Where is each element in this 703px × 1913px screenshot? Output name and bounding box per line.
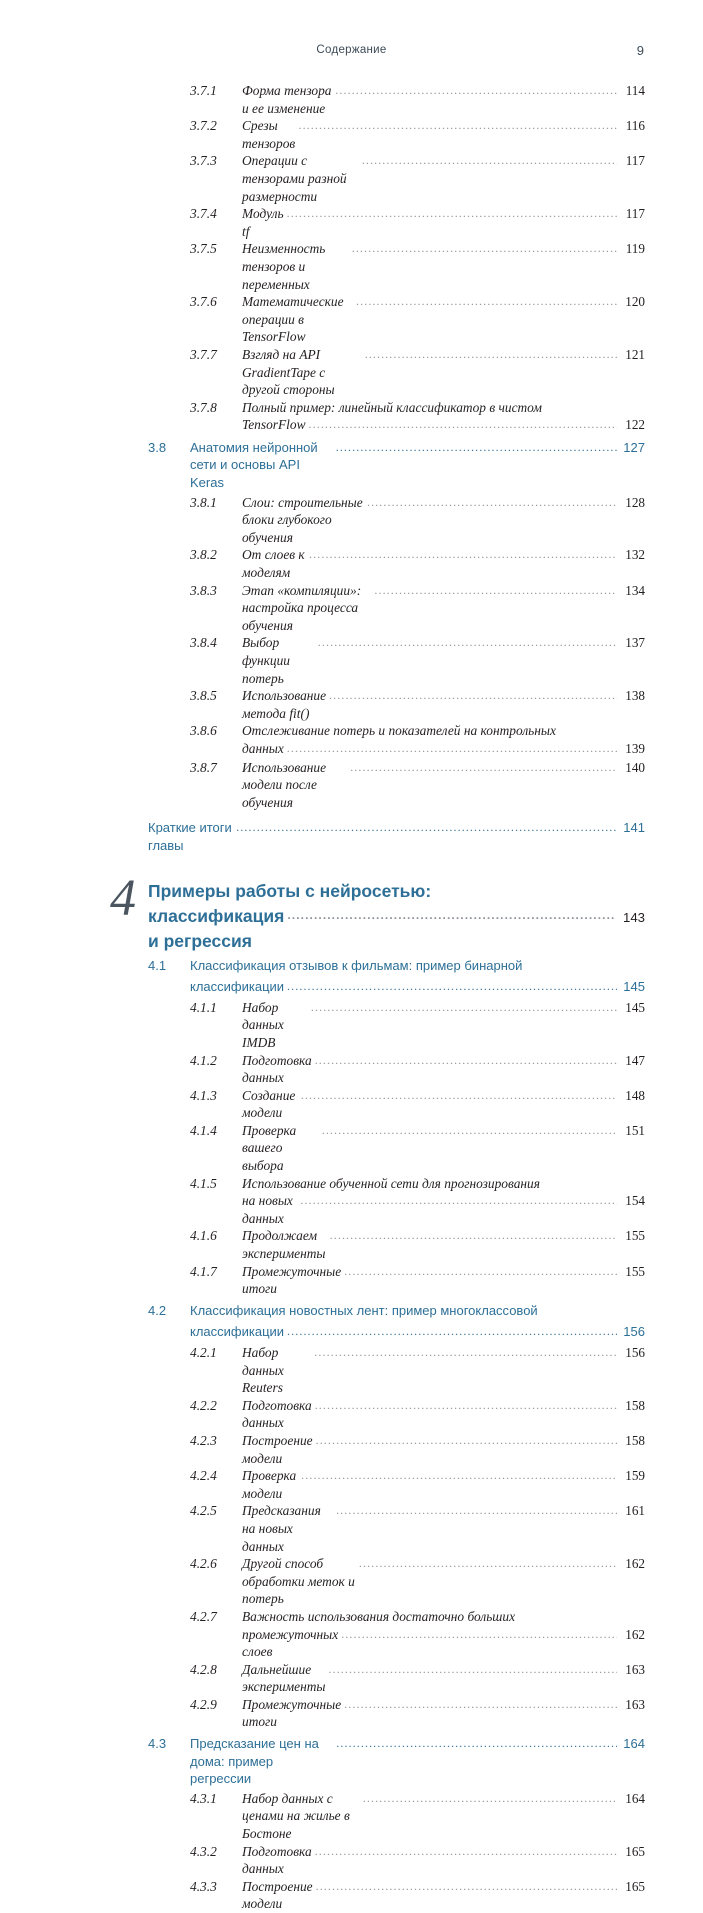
toc-entry-page: 162	[625, 1556, 645, 1572]
toc-entry[interactable]	[120, 1661, 645, 1696]
toc-entry-page: 119	[625, 241, 645, 257]
toc-entry-title: Промежуточные итоги	[242, 1263, 342, 1297]
toc-entry-title: Дальнейшие эксперименты	[242, 1661, 326, 1695]
leader-dots	[236, 819, 617, 837]
toc-entry-number: 3.8.3	[190, 582, 217, 598]
leader-dots	[352, 240, 617, 258]
toc-entry-page: 163	[625, 1696, 645, 1712]
toc-entry-page: 117	[625, 153, 645, 169]
toc-entry-title: Проверка вашего выбора	[242, 1122, 297, 1174]
toc-entry[interactable]	[120, 1175, 645, 1193]
toc-entry-page: 145	[625, 999, 645, 1015]
leader-dots	[374, 582, 617, 600]
toc-entry[interactable]	[120, 1735, 645, 1788]
toc-entry-title: Проверка модели	[242, 1468, 297, 1501]
toc-entry[interactable]	[120, 205, 645, 240]
toc-entry-title: Использование обученной сети для прогнозирования	[242, 1175, 540, 1191]
leader-dots	[316, 1878, 617, 1896]
toc-entry-page: 140	[625, 759, 645, 775]
toc-entry[interactable]	[120, 1263, 645, 1298]
leader-dots	[329, 1661, 618, 1679]
toc-entry-title: От слоев к моделям	[242, 547, 305, 581]
toc-entry-title: Подготовка данных	[242, 1397, 312, 1431]
toc-entry[interactable]	[120, 1432, 645, 1467]
toc-entry[interactable]	[120, 1555, 645, 1608]
toc-entry[interactable]	[120, 687, 645, 722]
leader-dots	[287, 1323, 617, 1341]
toc-entry[interactable]	[120, 1122, 645, 1175]
toc-entry[interactable]	[120, 117, 645, 152]
toc-entry[interactable]	[120, 1397, 645, 1432]
toc-entry[interactable]	[120, 346, 645, 399]
toc-entry-title: Набор данных с ценами на жилье в Бостоне	[242, 1790, 350, 1842]
toc-entry-number: 3.8.4	[190, 635, 217, 651]
leader-dots	[309, 546, 617, 564]
toc-entry-title: Этап «компиляции»: настройка процесса обучения	[242, 582, 362, 633]
toc-entry-title: Классификация новостных лент: пример многоклассовой	[190, 1302, 538, 1318]
toc-entry-page: 156	[623, 1324, 645, 1340]
toc-entry-number: 4.1.2	[190, 1052, 217, 1068]
leader-dots	[363, 1790, 617, 1808]
toc-entry-number: 4.1.6	[190, 1228, 217, 1244]
toc-entry-number: 4.2.5	[190, 1503, 217, 1519]
toc-entry-title-cont: классификации	[190, 1324, 285, 1340]
toc-entry-page: 145	[623, 979, 645, 995]
leader-dots	[316, 1432, 617, 1450]
toc-entry[interactable]	[120, 1302, 645, 1320]
toc-entry[interactable]	[120, 494, 645, 547]
toc-entry-title: Создание модели	[242, 1087, 296, 1121]
toc-entry-number: 3.8.7	[190, 759, 217, 775]
toc-entry[interactable]	[120, 1608, 645, 1626]
toc-entry[interactable]	[120, 722, 645, 740]
toc-entry-page: 164	[623, 1736, 645, 1752]
toc-entry-number: 4.1.4	[190, 1122, 217, 1138]
toc-entry-number: 3.7.2	[190, 118, 217, 134]
toc-entry-number: 4.1.1	[190, 999, 217, 1015]
toc-entry[interactable]	[120, 1696, 645, 1731]
toc-entry-number: 4.2.9	[190, 1696, 217, 1712]
toc-entry-number: 3.7.1	[190, 83, 217, 98]
toc-entry[interactable]	[120, 1467, 645, 1502]
toc-entry-number: 3.8.1	[190, 494, 217, 510]
leader-dots	[336, 1735, 617, 1753]
toc-entry-page: 155	[625, 1263, 645, 1279]
toc-entry-title: Использование метода fit()	[242, 688, 327, 721]
leader-dots	[356, 293, 617, 311]
toc-entry-number: 3.7.6	[190, 294, 217, 310]
toc-entry-page: 155	[625, 1228, 645, 1244]
leader-dots	[329, 687, 617, 705]
toc-entry-page: 121	[625, 346, 645, 362]
toc-entry-number: 3.7.3	[190, 153, 217, 169]
toc-entry-page: 158	[625, 1397, 645, 1413]
chapter-title-line1: Примеры работы с нейросетью:	[148, 880, 432, 901]
toc-entry-title: Промежуточные итоги	[242, 1696, 342, 1730]
page-number: 9	[636, 43, 644, 58]
toc-entry[interactable]	[120, 399, 645, 417]
chapter-title-line2: классификация и регрессия	[148, 905, 285, 951]
toc-entry-title-cont: промежуточных слоев	[242, 1626, 339, 1660]
toc-entry-title: Слои: строительные блоки глубокого обучения	[242, 494, 363, 545]
leader-dots	[336, 1502, 617, 1520]
toc-entry-number: 4.2	[148, 1302, 167, 1318]
toc-entry[interactable]	[120, 1344, 645, 1397]
toc-entry[interactable]	[120, 240, 645, 293]
chapter-number: 4	[110, 869, 136, 927]
toc-entry[interactable]	[120, 759, 645, 812]
toc-entry-title: Подготовка данных	[242, 1052, 312, 1086]
leader-dots	[287, 903, 615, 928]
leader-dots	[350, 759, 617, 777]
toc-entry[interactable]	[120, 634, 645, 687]
toc-entry-number: 4.3	[148, 1736, 167, 1752]
leader-dots	[344, 1263, 617, 1281]
toc-entry-title: Важность использования достаточно больших	[242, 1608, 516, 1624]
toc-entry-page: 138	[625, 688, 645, 704]
toc-entry-title: Другой способ обработки меток и потерь	[242, 1556, 355, 1607]
toc-entry-title: Модуль tf	[242, 206, 284, 239]
toc-entry-continuation[interactable]	[120, 1192, 645, 1227]
toc-entry-number: 4.1.5	[190, 1175, 217, 1191]
toc-entry-page: 165	[625, 1843, 645, 1859]
toc-entry-page: 127	[623, 439, 645, 455]
toc-entry-page: 165	[625, 1878, 645, 1894]
toc-entry-number: 4.2.3	[190, 1432, 217, 1448]
leader-dots	[287, 205, 617, 223]
toc-entry-page: 122	[625, 417, 645, 433]
toc-entry-page: 132	[625, 547, 645, 563]
leader-dots	[335, 82, 617, 100]
toc-entry-page: 141	[623, 820, 645, 836]
toc-entry-number: 3.8.5	[190, 688, 217, 704]
toc-entry-title: Взгляд на API GradientTape с другой стороны	[242, 346, 335, 398]
toc-entry-number: 4.3.2	[190, 1843, 217, 1859]
toc-entry-title: Выбор функции потерь	[242, 635, 290, 686]
toc-entry-title: Полный пример: линейный классификатор в чистом	[242, 399, 542, 415]
toc-entry-title: Математические операции в TensorFlow	[242, 294, 344, 345]
toc-entry[interactable]	[120, 999, 645, 1052]
leader-dots	[359, 1555, 617, 1573]
toc-entry[interactable]	[120, 1227, 645, 1262]
toc-section-chapter3	[120, 82, 645, 855]
toc-entry-page: 154	[625, 1193, 645, 1209]
leader-dots	[300, 1192, 617, 1210]
leader-dots	[336, 439, 617, 457]
leader-dots	[330, 1227, 617, 1245]
toc-entry-page: 159	[625, 1468, 645, 1484]
toc-entry-page: 120	[625, 294, 645, 310]
toc-entry[interactable]	[120, 1790, 645, 1843]
toc-entry[interactable]	[120, 582, 645, 635]
toc-entry-number: 3.7.5	[190, 241, 217, 257]
toc-entry-page: 163	[625, 1661, 645, 1677]
leader-dots	[318, 634, 617, 652]
toc-entry-number: 3.8.6	[190, 723, 217, 739]
toc-entry-title: Срезы тензоров	[242, 118, 296, 151]
leader-dots	[362, 152, 617, 170]
toc-entry-title: Набор данных Reuters	[242, 1345, 284, 1396]
toc-entry-title-cont: данных	[242, 740, 284, 756]
toc-entry-title: Отслеживание потерь и показателей на контрольных	[242, 723, 556, 739]
toc-entry[interactable]	[120, 1052, 645, 1087]
running-head-title: Содержание	[316, 44, 387, 56]
toc-entry-page: 164	[625, 1790, 645, 1806]
toc-entry[interactable]	[120, 819, 645, 854]
toc-entry-page: 147	[625, 1052, 645, 1068]
toc-section-chapter4	[120, 957, 645, 1913]
leader-dots	[322, 1122, 617, 1140]
toc-entry-title: Анатомия нейронной сети и основы API Keras	[190, 439, 318, 491]
leader-dots	[315, 1397, 617, 1415]
toc-entry-title: Неизменность тензоров и переменных	[242, 241, 326, 292]
toc-entry-title: Предсказания на новых данных	[242, 1503, 321, 1554]
toc-entry-title: Классификация отзывов к фильмам: пример бинарной	[190, 957, 523, 973]
toc-entry-number: 4.2.8	[190, 1661, 217, 1677]
toc-entry-number: 3.7.7	[190, 346, 217, 362]
toc-entry-number: 4.3.3	[190, 1878, 217, 1894]
toc-entry[interactable]	[120, 546, 645, 581]
toc-entry[interactable]	[120, 82, 645, 117]
toc-entry-continuation[interactable]	[120, 416, 645, 435]
toc-entry-title: Подготовка данных	[242, 1843, 312, 1877]
toc-entry-title-cont: классификации	[190, 979, 285, 995]
leader-dots	[344, 1696, 617, 1714]
toc-entry-continuation[interactable]	[120, 740, 645, 759]
toc-entry-title: Форма тензора и ее изменение	[242, 83, 332, 116]
toc-entry-page: 148	[625, 1087, 645, 1103]
toc-entry-number: 4.1.3	[190, 1087, 217, 1103]
toc-entry-page: 114	[625, 83, 645, 98]
toc-entry-number: 4.1	[148, 957, 167, 973]
leader-dots	[315, 1843, 617, 1861]
leader-dots	[315, 1052, 617, 1070]
toc-entry-title: Операции с тензорами разной размерности	[242, 153, 347, 204]
toc-entry-page: 134	[625, 582, 645, 598]
chapter-page: 143	[622, 909, 645, 925]
leader-dots	[301, 1087, 617, 1105]
leader-dots	[365, 346, 617, 364]
leader-dots	[287, 978, 617, 996]
toc-entry-page: 151	[625, 1122, 645, 1138]
toc-entry-title: Краткие итоги главы	[148, 820, 232, 853]
leader-dots	[298, 117, 617, 135]
toc-entry[interactable]	[120, 1843, 645, 1878]
toc-entry-page: 162	[625, 1626, 645, 1642]
toc-entry-title-cont: TensorFlow	[242, 417, 306, 433]
leader-dots	[287, 740, 617, 758]
toc-entry-number: 4.3.1	[190, 1790, 217, 1806]
toc-entry-number: 4.1.7	[190, 1263, 217, 1279]
leader-dots	[314, 1344, 617, 1362]
toc-entry-continuation[interactable]	[120, 1323, 645, 1342]
toc-entry-title: Построение модели	[242, 1432, 313, 1466]
leader-dots	[301, 1467, 617, 1485]
table-of-contents	[110, 82, 645, 1913]
leader-dots	[309, 416, 617, 434]
toc-entry-page: 156	[625, 1345, 645, 1360]
toc-entry-number: 3.8.2	[190, 547, 217, 563]
toc-entry-page: 161	[625, 1503, 645, 1519]
toc-entry-page: 137	[625, 635, 645, 651]
toc-entry-title-cont: на новых данных	[242, 1193, 293, 1226]
toc-entry-number: 4.2.6	[190, 1556, 217, 1572]
toc-entry-continuation[interactable]	[120, 1626, 645, 1661]
toc-entry-title: Продолжаем эксперименты	[242, 1228, 326, 1262]
toc-entry-number: 3.7.8	[190, 399, 217, 415]
toc-entry[interactable]	[120, 1878, 645, 1913]
toc-entry-number: 4.2.4	[190, 1468, 217, 1484]
toc-entry-title: Построение модели	[242, 1878, 313, 1912]
toc-entry-number: 4.2.1	[190, 1345, 217, 1360]
toc-entry-title: Набор данных IMDB	[242, 999, 284, 1050]
toc-entry[interactable]	[120, 439, 645, 492]
toc-entry-page: 117	[625, 206, 645, 222]
toc-entry[interactable]	[120, 1087, 645, 1122]
toc-entry-number: 4.2.2	[190, 1397, 217, 1413]
toc-entry[interactable]	[120, 152, 645, 205]
toc-entry-number: 4.2.7	[190, 1608, 217, 1624]
toc-entry-page: 116	[625, 118, 645, 134]
toc-entry-continuation[interactable]	[120, 978, 645, 997]
chapter-title	[148, 879, 645, 954]
toc-entry[interactable]	[120, 957, 645, 975]
leader-dots	[367, 494, 617, 512]
toc-entry-page: 128	[625, 494, 645, 510]
toc-entry-page: 158	[625, 1432, 645, 1448]
toc-entry-number: 3.7.4	[190, 206, 217, 222]
leader-dots	[311, 999, 617, 1017]
toc-entry-title: Предсказание цен на дома: пример регрессии	[190, 1736, 319, 1787]
toc-entry[interactable]	[120, 1502, 645, 1555]
toc-entry[interactable]	[120, 293, 645, 346]
toc-entry-number: 3.8	[148, 439, 167, 455]
toc-entry-page: 139	[625, 740, 645, 756]
chapter-heading-4	[110, 869, 645, 951]
running-head	[0, 44, 703, 66]
toc-entry-title: Использование модели после обучения	[242, 759, 327, 810]
chapter-title-line2-row	[148, 904, 645, 954]
leader-dots	[341, 1626, 617, 1644]
